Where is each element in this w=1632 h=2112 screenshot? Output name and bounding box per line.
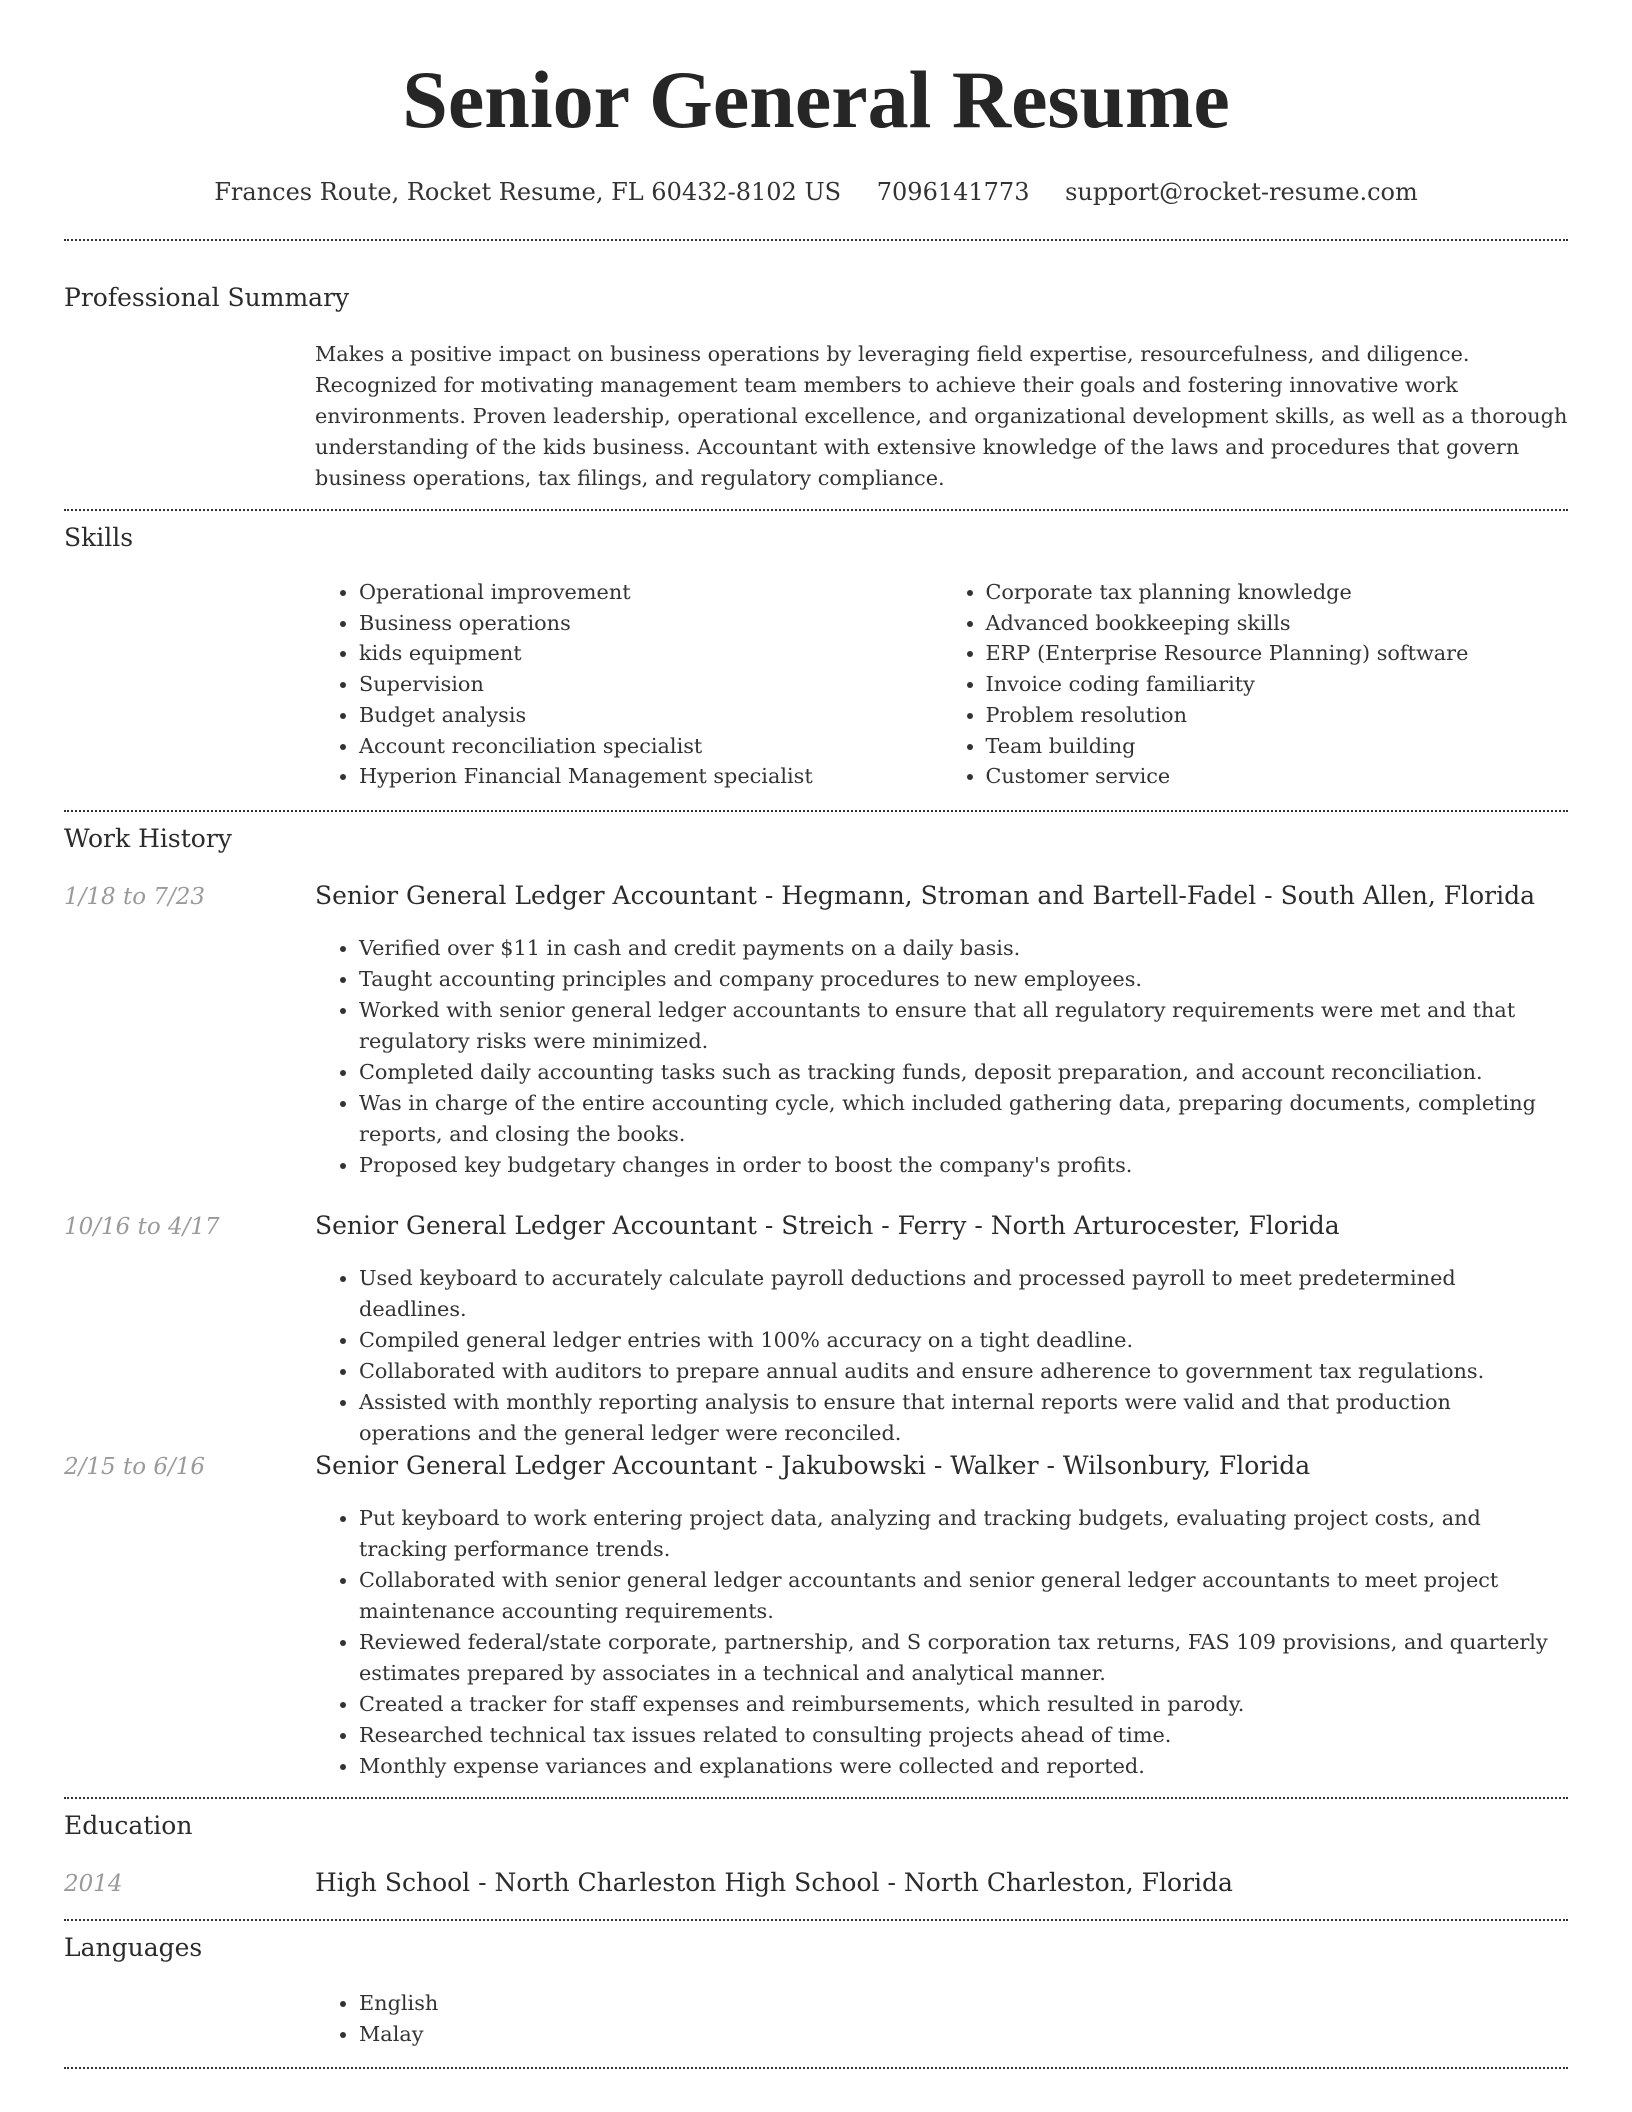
contact-phone: 7096141773 <box>876 178 1030 206</box>
job-bullet: • Collaborated with senior general ledger accountants and senior general ledger accountants to meet project maintenance accounting requirements. <box>359 1565 1568 1627</box>
education-year: 2014 <box>64 1871 123 1897</box>
education-title: High School - North Charleston High School - North Charleston, Florida <box>315 1868 1233 1897</box>
divider <box>64 1919 1568 1921</box>
languages-list <box>315 1988 1568 2050</box>
skill-item: • Hyperion Financial Management specialist <box>359 761 942 792</box>
section-heading-summary: Professional Summary <box>64 283 350 312</box>
job-bullets <box>315 1503 1568 1782</box>
job-dates: 1/18 to 7/23 <box>64 884 206 910</box>
divider <box>64 1797 1568 1799</box>
job-bullet: • Completed daily accounting tasks such as tracking funds, deposit preparation, and account reconciliation. <box>359 1057 1568 1088</box>
skill-item: • ERP (Enterprise Resource Planning) software <box>986 638 1569 669</box>
job-bullet: • Put keyboard to work entering project data, analyzing and tracking budgets, evaluating project costs, and tracking performance trends. <box>359 1503 1568 1565</box>
skill-item: • Invoice coding familiarity <box>986 669 1569 700</box>
job-bullet: • Proposed key budgetary changes in order to boost the company's profits. <box>359 1150 1568 1181</box>
skill-item: • Problem resolution <box>986 700 1569 731</box>
language-item: • Malay <box>359 2019 1568 2050</box>
divider <box>64 509 1568 511</box>
contact-address: Frances Route, Rocket Resume, FL 60432-8102 US <box>214 178 842 206</box>
job-bullet: • Worked with senior general ledger accountants to ensure that all regulatory requirements were met and that regulatory risks were minimized. <box>359 995 1568 1057</box>
skill-item: • Corporate tax planning knowledge <box>986 577 1569 608</box>
section-heading-education: Education <box>64 1811 193 1840</box>
contact-line <box>0 178 1632 206</box>
job-bullet: • Collaborated with auditors to prepare annual audits and ensure adherence to government tax regulations. <box>359 1356 1568 1387</box>
job-bullet: • Researched technical tax issues related to consulting projects ahead of time. <box>359 1720 1568 1751</box>
language-item: • English <box>359 1988 1568 2019</box>
skill-item: • Customer service <box>986 761 1569 792</box>
job-dates: 2/15 to 6/16 <box>64 1454 206 1480</box>
contact-email: support@rocket-resume.com <box>1065 178 1418 206</box>
divider <box>64 2067 1568 2069</box>
divider <box>64 810 1568 812</box>
section-heading-languages: Languages <box>64 1933 203 1962</box>
job-bullet: • Reviewed federal/state corporate, partnership, and S corporation tax returns, FAS 109 provisions, and quarterly estimates prepared by associates in a technical and analytical manner. <box>359 1627 1568 1689</box>
section-heading-work: Work History <box>64 824 232 853</box>
job-bullet: • Compiled general ledger entries with 100% accuracy on a tight deadline. <box>359 1325 1568 1356</box>
resume-name: Senior General Resume <box>402 54 1230 145</box>
skill-item: • Team building <box>986 731 1569 762</box>
job-bullet: • Created a tracker for staff expenses and reimbursements, which resulted in parody. <box>359 1689 1568 1720</box>
job-bullet: • Used keyboard to accurately calculate payroll deductions and processed payroll to meet predetermined deadlines. <box>359 1263 1568 1325</box>
divider <box>64 239 1568 241</box>
skill-item: • Budget analysis <box>359 700 942 731</box>
job-dates: 10/16 to 4/17 <box>64 1214 220 1240</box>
job-bullet: • Was in charge of the entire accounting cycle, which included gathering data, preparing documents, completing reports, and closing the books. <box>359 1088 1568 1150</box>
skill-item: • Account reconciliation specialist <box>359 731 942 762</box>
job-bullet: • Verified over $11 in cash and credit payments on a daily basis. <box>359 933 1568 964</box>
skill-item: • Business operations <box>359 608 942 639</box>
job-title: Senior General Ledger Accountant - Streich - Ferry - North Arturocester, Florida <box>315 1211 1340 1240</box>
job-bullet: • Monthly expense variances and explanations were collected and reported. <box>359 1751 1568 1782</box>
resume-header <box>0 0 1632 206</box>
job-title: Senior General Ledger Accountant - Jakubowski - Walker - Wilsonbury, Florida <box>315 1451 1311 1480</box>
job-bullet: • Assisted with monthly reporting analysis to ensure that internal reports were valid and that production operations and the general ledger were reconciled. <box>359 1387 1568 1449</box>
skill-item: • Advanced bookkeeping skills <box>986 608 1569 639</box>
job-bullets <box>315 1263 1568 1449</box>
skill-item: • kids equipment <box>359 638 942 669</box>
skill-item: • Supervision <box>359 669 942 700</box>
job-bullet: • Taught accounting principles and company procedures to new employees. <box>359 964 1568 995</box>
skills-column-left <box>315 577 942 792</box>
job-bullets <box>315 933 1568 1181</box>
skills-list <box>315 577 1568 792</box>
summary-text: Makes a positive impact on business operations by leveraging field expertise, resourcefulness, and diligence. Recognized for motivating management team members to achieve their goals and fostering innovative work environments. Proven leadership, operational excellence, and organizational development skills, as well as a thorough understanding of the kids business. Accountant with extensive knowledge of the laws and procedures that govern business operations, tax filings, and regulatory compliance. <box>315 342 1568 490</box>
skills-column-right <box>942 577 1569 792</box>
section-heading-skills: Skills <box>64 523 134 552</box>
skill-item: • Operational improvement <box>359 577 942 608</box>
job-title: Senior General Ledger Accountant - Hegmann, Stroman and Bartell-Fadel - South Allen, Florida <box>315 881 1536 910</box>
